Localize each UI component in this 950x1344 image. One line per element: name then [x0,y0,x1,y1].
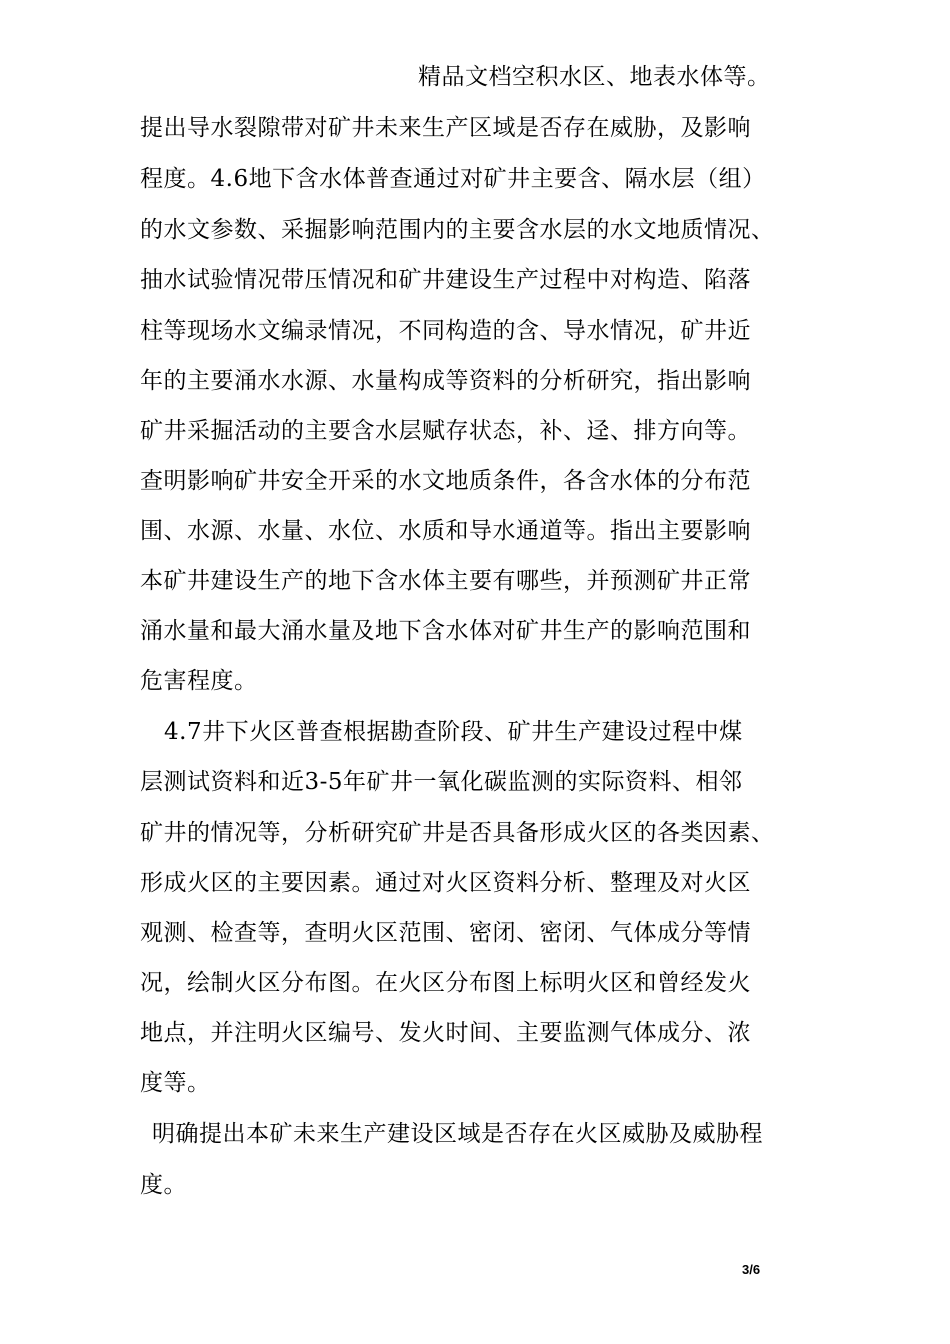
text-line-1: 精品文档空积水区、地表水体等。 [418,64,771,90]
text-line-5: 抽水试验情况带压情况和矿井建设生产过程中对构造、陷落 [140,267,751,293]
text-line-13: 危害程度。 [140,668,258,694]
text-line-9: 查明影响矿井安全开采的水文地质条件，各含水体的分布范 [140,468,751,494]
text-line-2: 提出导水裂隙带对矿井未来生产区域是否存在威胁，及影响 [140,115,751,141]
text-line-6: 柱等现场水文编录情况，不同构造的含、导水情况，矿井近 [140,318,751,344]
text-line-10: 围、水源、水量、水位、水质和导水通道等。指出主要影响 [140,518,751,544]
text-line-12: 涌水量和最大涌水量及地下含水体对矿井生产的影响范围和 [140,618,751,644]
text-line-15: 层测试资料和近3-5年矿井一氧化碳监测的实际资料、相邻 [140,769,743,795]
text-line-20: 地点，并注明火区编号、发火时间、主要监测气体成分、浓 [140,1020,751,1046]
text-line-23: 度。 [140,1172,187,1198]
text-line-7: 年的主要涌水水源、水量构成等资料的分析研究，指出影响 [140,368,751,394]
page-number: 3/6 [742,1262,761,1277]
text-line-8: 矿井采掘活动的主要含水层赋存状态，补、迳、排方向等。 [140,418,751,444]
text-line-3: 程度。4.6地下含水体普查通过对矿井主要含、隔水层（组） [140,166,766,192]
text-line-19: 况，绘制火区分布图。在火区分布图上标明火区和曾经发火 [140,970,751,996]
text-line-4: 的水文参数、采掘影响范围内的主要含水层的水文地质情况、 [140,217,775,243]
text-line-18: 观测、检查等，查明火区范围、密闭、密闭、气体成分等情 [140,920,751,946]
text-line-16: 矿井的情况等，分析研究矿井是否具备形成火区的各类因素、 [140,820,775,846]
text-line-11: 本矿井建设生产的地下含水体主要有哪些，并预测矿井正常 [140,568,751,594]
text-line-21: 度等。 [140,1070,211,1096]
text-line-22: 明确提出本矿未来生产建设区域是否存在火区威胁及威胁程 [152,1121,763,1147]
text-line-14: 4.7井下火区普查根据勘查阶段、矿井生产建设过程中煤 [164,719,743,745]
text-line-17: 形成火区的主要因素。通过对火区资料分析、整理及对火区 [140,870,751,896]
